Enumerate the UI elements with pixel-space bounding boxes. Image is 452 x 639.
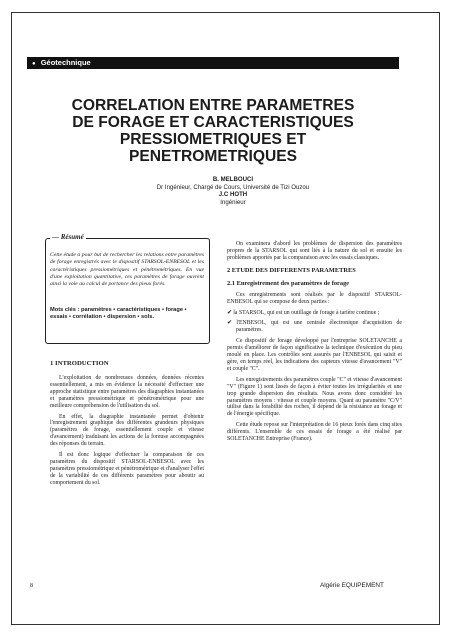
title-line: PENETROMETRIQUES: [128, 148, 298, 165]
author-name: J.C HOTH: [218, 191, 248, 199]
author-block: [100, 176, 366, 206]
subsection-heading: 2.1 Enregistrement des paramètres de forage: [227, 279, 350, 287]
paragraph: On examinera d'abord les problèmes de dispersion des paramètres propres de la STARSOL qui sont liés à la nature du sol et ensuite les problèmes apportés par la comparaison avec les essais classiques.: [227, 241, 402, 261]
title-line: PRESSIOMETRIQUES ET: [119, 131, 307, 148]
author-role: Ingénieur: [220, 198, 246, 206]
paragraph: Il est donc logique d'effectuer la comparaison de ces paramètres du dispositif STARSOL-ENBESOL avec les paramètres pressiométrique et pénétrométrique et d'analyser l'effet de la variabilité de ces différents paramètres pour aboutir au comportement du sol.: [50, 452, 204, 486]
author-name: B. MELBOUCI: [212, 176, 254, 183]
keywords: [50, 307, 204, 322]
paragraph: Ces enregistrements sont réalisés par le dispositif STARSOL-ENBESOL qui se compose de deux parties :: [227, 291, 402, 305]
section-header: [27, 57, 399, 69]
page-number: 8: [30, 583, 33, 589]
abstract-dash: —: [52, 233, 61, 241]
bullet-icon: ●: [32, 61, 36, 67]
check-list-item: ✔ la STARSOL, qui est un outillage de forage à tarière continue ;: [227, 309, 380, 316]
section-heading: 2 ETUDE DES DIFFERENTS PARAMETRES: [227, 266, 356, 274]
paragraph: Cette étude repose sur l'interprétation de 16 pieux forés dans cinq sites différents. L'ensemble de ces essais de forage a été réalisé par SOLETANCHE Entreprise (France).: [227, 422, 402, 443]
right-column: [227, 241, 402, 447]
author-role: Dr Ingénieur, Chargé de Cours, Université de Tizi Ouzou: [156, 183, 310, 191]
section-heading: 1 INTRODUCTION: [50, 360, 109, 367]
paragraph: L'exploitation de nombreuses données, données récentes essentiellement, a mis en évidence la nécessité d'effectuer une approche statistique entre paramètres des diagraphies instantanées et paramètres pressiométrique et pénétrométrique pour une meilleure compréhension de l'utilisation du sol.: [50, 375, 204, 409]
left-column: [50, 360, 204, 491]
paragraph: Ce dispositif de forage développé par l'entreprise SOLETANCHE a permis d'améliorer de façon significative la technique d'exécution du pieu moulé en place. Les contrôles sont assurés par l'ENBESOL qui saisit et gère, en temps réel, les indications des capteurs vitesse d'avancement "V" et couple "C".: [227, 338, 402, 372]
keywords-label: Mots clés :: [50, 307, 80, 313]
abstract-label: [50, 233, 86, 242]
journal-name: Algérie EQUIPEMENT: [320, 582, 384, 589]
abstract-text: Cette étude a pour but de rechercher les relations entre paramètres de forage enregistrés avec le dispositif STARSOL-ENBESOL et les caractéristiques pressiométriques et pénétrométriques. En vue d'une exploitation quantitative, ces paramètres de forage ouvrent ainsi la voie au calcul de portance des pieux forés.: [50, 252, 204, 288]
article-title: [30, 97, 396, 165]
paragraph: Les enregistrements des paramètres couple "C" et vitesse d'avancement "V" (Figure 1) sont lissés de façon à éviter toutes les irrégularités et une trop grande dispersion des résultats. Nous avons donc considéré les paramètres moyens : vitesse et couple moyens. Quant au paramètre "C/V" utilisé dans la forabilité des roches, il dépend de la résistance au forage et de l'énergie spécifique.: [227, 376, 402, 418]
paragraph: En effet, la diagraphie instantanée permet d'obtenir l'enregistrement graphique des différentes grandeurs physiques (paramètres de forage, essentiellement couple et vitesse d'avancement) traduisant les actions de la foreuse accompagnées des réponses du terrain.: [50, 413, 204, 448]
title-line: DE FORAGE ET CARACTERISTIQUES: [72, 114, 354, 131]
title-line: CORRELATION ENTRE PARAMETRES: [71, 97, 355, 114]
section-label: Géotechnique: [40, 58, 91, 67]
keywords-list: paramètres • caractéristiques • forage • essais • corrélation • dispersion • sols.: [50, 307, 187, 321]
check-list-item: ✔ l'ENBESOL, qui est une centrale électronique d'acquisition de paramètres.: [227, 320, 402, 334]
abstract-label-text: Résumé: [60, 233, 84, 241]
